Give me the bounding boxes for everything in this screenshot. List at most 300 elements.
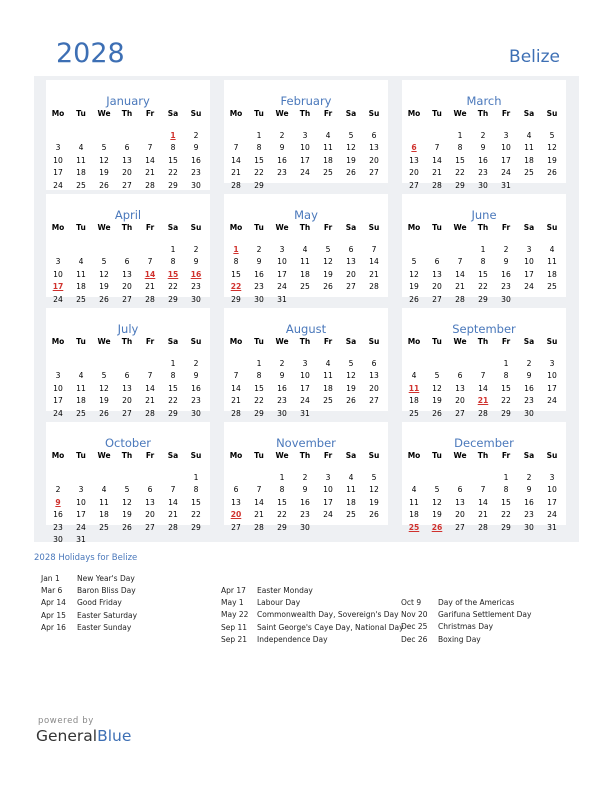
day-cell: 6 — [457, 485, 463, 495]
day-cell: 28 — [168, 522, 178, 532]
holiday-name: New Year's Day — [77, 574, 135, 583]
day-cell: 19 — [122, 510, 132, 520]
day-cell: 15 — [501, 383, 511, 393]
day-cell: 11 — [524, 143, 534, 153]
day-cell: 4 — [302, 245, 308, 254]
weekday-header: Sa — [523, 109, 535, 118]
day-cell: 1 — [256, 359, 262, 368]
month-november — [224, 422, 388, 532]
day-cell: 8 — [457, 143, 463, 153]
day-cell: 14 — [168, 497, 178, 507]
day-cell: 1 — [256, 131, 262, 140]
day-cell: 4 — [348, 473, 354, 482]
day-cell: 13 — [432, 269, 442, 279]
day-cell: 10 — [277, 257, 287, 267]
day-cell: 25 — [409, 408, 419, 418]
day-cell: 29 — [168, 294, 178, 304]
holiday-name: Good Friday — [77, 598, 122, 608]
day-cell: 9 — [503, 257, 509, 267]
day-cell: 18 — [409, 510, 419, 520]
day-cell: 1 — [279, 473, 285, 482]
day-cell: 18 — [99, 510, 109, 520]
day-cell: 5 — [101, 143, 107, 153]
day-cell: 22 — [191, 510, 201, 520]
day-cell: 24 — [501, 168, 511, 178]
month-july — [46, 308, 210, 418]
day-cell: 25 — [300, 282, 310, 292]
weekday-header: Fr — [323, 451, 333, 460]
month-name: April — [114, 208, 142, 222]
day-cell: 8 — [480, 257, 486, 267]
holiday-date: Nov 20 — [401, 610, 428, 620]
day-cell: 2 — [302, 473, 308, 482]
holiday-column-2 — [221, 586, 404, 647]
day-cell: 23 — [300, 510, 310, 520]
day-cell: 23 — [191, 282, 201, 292]
country-title: Belize — [509, 47, 560, 67]
weekday-header: Tu — [254, 337, 264, 346]
weekday-header: Su — [368, 451, 380, 460]
holiday-date: Apr 16 — [41, 622, 66, 632]
day-cell: 7 — [371, 245, 377, 254]
day-cell: 3 — [503, 131, 509, 140]
weekday-header: Tu — [76, 109, 86, 118]
day-cell: 14 — [231, 383, 241, 393]
day-cell: 24 — [547, 510, 557, 520]
day-cell: 4 — [411, 485, 417, 495]
day-cell: 26 — [99, 180, 109, 190]
weekday-header: Su — [368, 223, 380, 232]
holiday-day-cell: 16 — [190, 269, 202, 279]
day-cell: 15 — [231, 269, 241, 279]
holiday-row — [221, 635, 404, 647]
day-cell: 1 — [193, 473, 199, 482]
weekday-header: Tu — [76, 451, 86, 460]
day-cell: 20 — [122, 282, 132, 292]
weekday-header: Mo — [51, 337, 65, 346]
month-name: January — [106, 94, 150, 108]
day-cell: 9 — [526, 485, 532, 495]
day-cell: 26 — [99, 294, 109, 304]
day-cell: 27 — [122, 294, 132, 304]
weekday-header: Sa — [345, 223, 357, 232]
day-cell: 5 — [549, 131, 555, 140]
holiday-row — [221, 623, 404, 635]
day-cell: 2 — [526, 473, 532, 482]
day-cell: 18 — [76, 396, 86, 406]
day-cell: 25 — [547, 282, 557, 292]
day-cell: 9 — [480, 143, 486, 153]
month-april — [46, 194, 210, 304]
day-cell: 8 — [503, 371, 509, 381]
holiday-day-cell: 14 — [144, 269, 156, 279]
weekday-header: Th — [121, 223, 133, 232]
day-cell: 4 — [526, 131, 532, 140]
weekday-header: Tu — [254, 223, 264, 232]
day-cell: 22 — [277, 510, 287, 520]
day-cell: 3 — [302, 131, 308, 140]
weekday-header: Mo — [229, 337, 243, 346]
day-cell: 22 — [168, 168, 178, 178]
day-cell: 26 — [122, 522, 132, 532]
day-cell: 15 — [254, 383, 264, 393]
day-cell: 10 — [53, 383, 63, 393]
day-cell: 19 — [346, 155, 356, 165]
day-cell: 26 — [323, 282, 333, 292]
day-cell: 13 — [455, 497, 465, 507]
day-cell: 4 — [325, 359, 331, 368]
day-cell: 4 — [549, 245, 555, 254]
weekday-header: Fr — [501, 223, 511, 232]
day-cell: 1 — [170, 245, 176, 254]
day-cell: 20 — [455, 510, 465, 520]
day-cell: 3 — [78, 485, 84, 495]
day-cell: 8 — [256, 143, 262, 153]
day-cell: 26 — [346, 396, 356, 406]
day-cell: 28 — [145, 408, 155, 418]
day-cell: 15 — [254, 155, 264, 165]
day-cell: 20 — [432, 282, 442, 292]
day-cell: 1 — [480, 245, 486, 254]
day-cell: 22 — [501, 396, 511, 406]
day-cell: 13 — [145, 497, 155, 507]
weekday-header: Mo — [407, 223, 421, 232]
day-cell: 19 — [346, 383, 356, 393]
day-cell: 9 — [193, 143, 199, 153]
day-cell: 24 — [277, 282, 287, 292]
day-cell: 18 — [323, 155, 333, 165]
weekday-header: Th — [477, 109, 489, 118]
weekday-header: Su — [190, 223, 202, 232]
day-cell: 30 — [191, 180, 201, 190]
day-cell: 22 — [478, 282, 488, 292]
day-cell: 2 — [526, 359, 532, 368]
holiday-date: Apr 14 — [41, 598, 66, 608]
day-cell: 19 — [432, 396, 442, 406]
holiday-name: Easter Monday — [257, 586, 313, 595]
day-cell: 23 — [254, 282, 264, 292]
day-cell: 11 — [346, 485, 356, 495]
day-cell: 29 — [231, 294, 241, 304]
weekday-header: Sa — [523, 223, 535, 232]
weekday-header: Su — [190, 451, 202, 460]
month-name: July — [117, 322, 139, 336]
holiday-day-cell: 11 — [408, 383, 420, 393]
weekday-header: Su — [368, 337, 380, 346]
day-cell: 15 — [277, 497, 287, 507]
day-cell: 23 — [501, 282, 511, 292]
day-cell: 5 — [434, 371, 440, 381]
day-cell: 1 — [503, 359, 509, 368]
holiday-name: Baron Bliss Day — [77, 586, 136, 596]
day-cell: 2 — [55, 485, 61, 495]
day-cell: 17 — [53, 168, 63, 178]
day-cell: 16 — [53, 510, 63, 520]
day-cell: 23 — [277, 396, 287, 406]
holiday-date: Mar 6 — [41, 586, 63, 596]
day-cell: 29 — [501, 408, 511, 418]
day-cell: 17 — [547, 383, 557, 393]
day-cell: 17 — [300, 155, 310, 165]
month-name: December — [454, 436, 514, 450]
day-cell: 12 — [99, 269, 109, 279]
day-cell: 23 — [277, 168, 287, 178]
day-cell: 24 — [524, 282, 534, 292]
weekday-header: Su — [190, 337, 202, 346]
day-cell: 23 — [524, 510, 534, 520]
day-cell: 29 — [455, 180, 465, 190]
day-cell: 30 — [478, 180, 488, 190]
holiday-name: Saint George's Caye Day, National Day — [257, 622, 404, 632]
day-cell: 12 — [409, 269, 419, 279]
day-cell: 28 — [145, 294, 155, 304]
day-cell: 10 — [323, 485, 333, 495]
day-cell: 2 — [503, 245, 509, 254]
weekday-header: Mo — [51, 109, 65, 118]
day-cell: 4 — [78, 257, 84, 267]
holiday-column-1 — [41, 574, 137, 635]
day-cell: 16 — [524, 497, 534, 507]
day-cell: 24 — [53, 294, 63, 304]
day-cell: 6 — [233, 485, 239, 495]
day-cell: 5 — [325, 245, 331, 254]
weekday-header: Mo — [407, 337, 421, 346]
day-cell: 10 — [547, 371, 557, 381]
day-cell: 7 — [147, 257, 153, 267]
holiday-name: Independence Day — [257, 634, 328, 644]
day-cell: 30 — [254, 294, 264, 304]
holiday-name: Day of the Americas — [438, 598, 515, 607]
day-cell: 6 — [371, 131, 377, 140]
day-cell: 20 — [369, 155, 379, 165]
day-cell: 9 — [256, 257, 262, 267]
month-name: February — [280, 94, 332, 108]
day-cell: 13 — [122, 155, 132, 165]
day-cell: 28 — [455, 294, 465, 304]
day-cell: 11 — [99, 497, 109, 507]
day-cell: 24 — [53, 408, 63, 418]
weekday-header: Su — [546, 337, 558, 346]
day-cell: 16 — [478, 155, 488, 165]
holiday-row — [41, 598, 137, 610]
day-cell: 13 — [122, 383, 132, 393]
day-cell: 21 — [168, 510, 178, 520]
day-cell: 30 — [524, 522, 534, 532]
day-cell: 3 — [549, 473, 555, 482]
month-name: June — [471, 208, 497, 222]
day-cell: 28 — [231, 180, 241, 190]
day-cell: 5 — [371, 473, 377, 482]
day-cell: 7 — [147, 371, 153, 381]
day-cell: 2 — [193, 245, 199, 254]
holiday-day-cell: 21 — [477, 396, 489, 406]
holiday-day-cell: 25 — [408, 522, 420, 532]
weekday-header: We — [453, 337, 467, 346]
day-cell: 13 — [455, 383, 465, 393]
day-cell: 10 — [53, 269, 63, 279]
day-cell: 14 — [478, 383, 488, 393]
day-cell: 3 — [279, 245, 285, 254]
day-cell: 4 — [101, 485, 107, 495]
day-cell: 20 — [122, 396, 132, 406]
weekday-header: Sa — [167, 223, 179, 232]
day-cell: 12 — [346, 143, 356, 153]
day-cell: 27 — [122, 180, 132, 190]
weekday-header: Su — [368, 109, 380, 118]
day-cell: 28 — [254, 522, 264, 532]
day-cell: 16 — [501, 269, 511, 279]
weekday-header: We — [453, 223, 467, 232]
day-cell: 7 — [233, 371, 239, 381]
day-cell: 23 — [524, 396, 534, 406]
day-cell: 5 — [411, 257, 417, 267]
weekday-header: Sa — [167, 451, 179, 460]
day-cell: 10 — [300, 143, 310, 153]
weekday-header: Fr — [145, 223, 155, 232]
weekday-header: We — [97, 223, 111, 232]
month-october — [46, 422, 210, 544]
weekday-header: We — [275, 109, 289, 118]
day-cell: 24 — [300, 396, 310, 406]
year-title: 2028 — [56, 38, 125, 69]
weekday-header: Tu — [432, 451, 442, 460]
weekday-header: Th — [299, 223, 311, 232]
day-cell: 7 — [434, 143, 440, 153]
month-june — [402, 194, 566, 304]
day-cell: 22 — [168, 396, 178, 406]
holiday-day-cell: 1 — [170, 131, 176, 140]
day-cell: 5 — [434, 485, 440, 495]
day-cell: 12 — [323, 257, 333, 267]
powered-by-text: powered by — [38, 716, 94, 726]
day-cell: 12 — [122, 497, 132, 507]
day-cell: 20 — [122, 168, 132, 178]
day-cell: 12 — [432, 383, 442, 393]
day-cell: 24 — [76, 522, 86, 532]
weekday-header: Tu — [76, 223, 86, 232]
month-september — [402, 308, 566, 418]
day-cell: 7 — [233, 143, 239, 153]
generalblue-logo[interactable] — [36, 727, 131, 745]
day-cell: 1 — [457, 131, 463, 140]
day-cell: 18 — [76, 282, 86, 292]
weekday-header: Su — [190, 109, 202, 118]
day-cell: 29 — [191, 522, 201, 532]
day-cell: 21 — [478, 510, 488, 520]
day-cell: 25 — [76, 180, 86, 190]
day-cell: 30 — [300, 522, 310, 532]
day-cell: 1 — [170, 359, 176, 368]
day-cell: 15 — [455, 155, 465, 165]
holiday-row — [221, 610, 404, 622]
month-name: October — [104, 436, 152, 450]
weekday-header: Tu — [432, 109, 442, 118]
day-cell: 20 — [369, 383, 379, 393]
day-cell: 22 — [254, 396, 264, 406]
day-cell: 25 — [76, 294, 86, 304]
weekday-header: We — [275, 223, 289, 232]
day-cell: 29 — [254, 408, 264, 418]
day-cell: 11 — [76, 155, 86, 165]
day-cell: 23 — [53, 522, 63, 532]
month-february — [224, 80, 388, 190]
day-cell: 6 — [371, 359, 377, 368]
day-cell: 25 — [524, 168, 534, 178]
holiday-name: Easter Sunday — [77, 622, 132, 632]
holiday-date: Sep 11 — [221, 622, 248, 632]
day-cell: 9 — [193, 257, 199, 267]
day-cell: 8 — [170, 257, 176, 267]
day-cell: 30 — [277, 408, 287, 418]
day-cell: 14 — [145, 383, 155, 393]
day-cell: 7 — [170, 485, 176, 495]
day-cell: 24 — [323, 510, 333, 520]
holiday-date: Jan 1 — [41, 574, 60, 583]
day-cell: 15 — [501, 497, 511, 507]
day-cell: 7 — [480, 485, 486, 495]
weekday-header: Th — [477, 223, 489, 232]
day-cell: 21 — [455, 282, 465, 292]
day-cell: 24 — [547, 396, 557, 406]
day-cell: 25 — [323, 396, 333, 406]
day-cell: 17 — [547, 497, 557, 507]
month-name: March — [466, 94, 502, 108]
day-cell: 21 — [145, 168, 155, 178]
day-cell: 20 — [145, 510, 155, 520]
month-name: November — [276, 436, 336, 450]
day-cell: 27 — [346, 282, 356, 292]
day-cell: 10 — [547, 485, 557, 495]
day-cell: 13 — [369, 371, 379, 381]
weekday-header: Mo — [51, 223, 65, 232]
day-cell: 15 — [191, 497, 201, 507]
day-cell: 27 — [145, 522, 155, 532]
day-cell: 19 — [99, 396, 109, 406]
day-cell: 2 — [256, 245, 262, 254]
weekday-header: Fr — [323, 337, 333, 346]
day-cell: 28 — [478, 408, 488, 418]
weekday-header: We — [453, 109, 467, 118]
day-cell: 12 — [346, 371, 356, 381]
day-cell: 18 — [300, 269, 310, 279]
brand-blue: Blue — [97, 727, 132, 745]
day-cell: 2 — [480, 131, 486, 140]
day-cell: 30 — [191, 294, 201, 304]
day-cell: 8 — [256, 371, 262, 381]
day-cell: 5 — [124, 485, 130, 495]
day-cell: 18 — [547, 269, 557, 279]
month-march — [402, 80, 566, 190]
day-cell: 8 — [170, 371, 176, 381]
day-cell: 6 — [348, 245, 354, 254]
holiday-name: Labour Day — [257, 598, 301, 608]
day-cell: 18 — [409, 396, 419, 406]
day-cell: 26 — [432, 408, 442, 418]
day-cell: 6 — [457, 371, 463, 381]
calendar-grid — [34, 76, 579, 542]
day-cell: 2 — [193, 359, 199, 368]
day-cell: 23 — [191, 168, 201, 178]
day-cell: 8 — [233, 257, 239, 267]
holiday-date: Dec 25 — [401, 622, 428, 632]
day-cell: 24 — [300, 168, 310, 178]
day-cell: 21 — [145, 396, 155, 406]
weekday-header: Th — [121, 337, 133, 346]
day-cell: 21 — [145, 282, 155, 292]
day-cell: 15 — [168, 155, 178, 165]
holiday-name: Commonwealth Day, Sovereign's Day — [257, 610, 399, 620]
day-cell: 3 — [526, 245, 532, 254]
